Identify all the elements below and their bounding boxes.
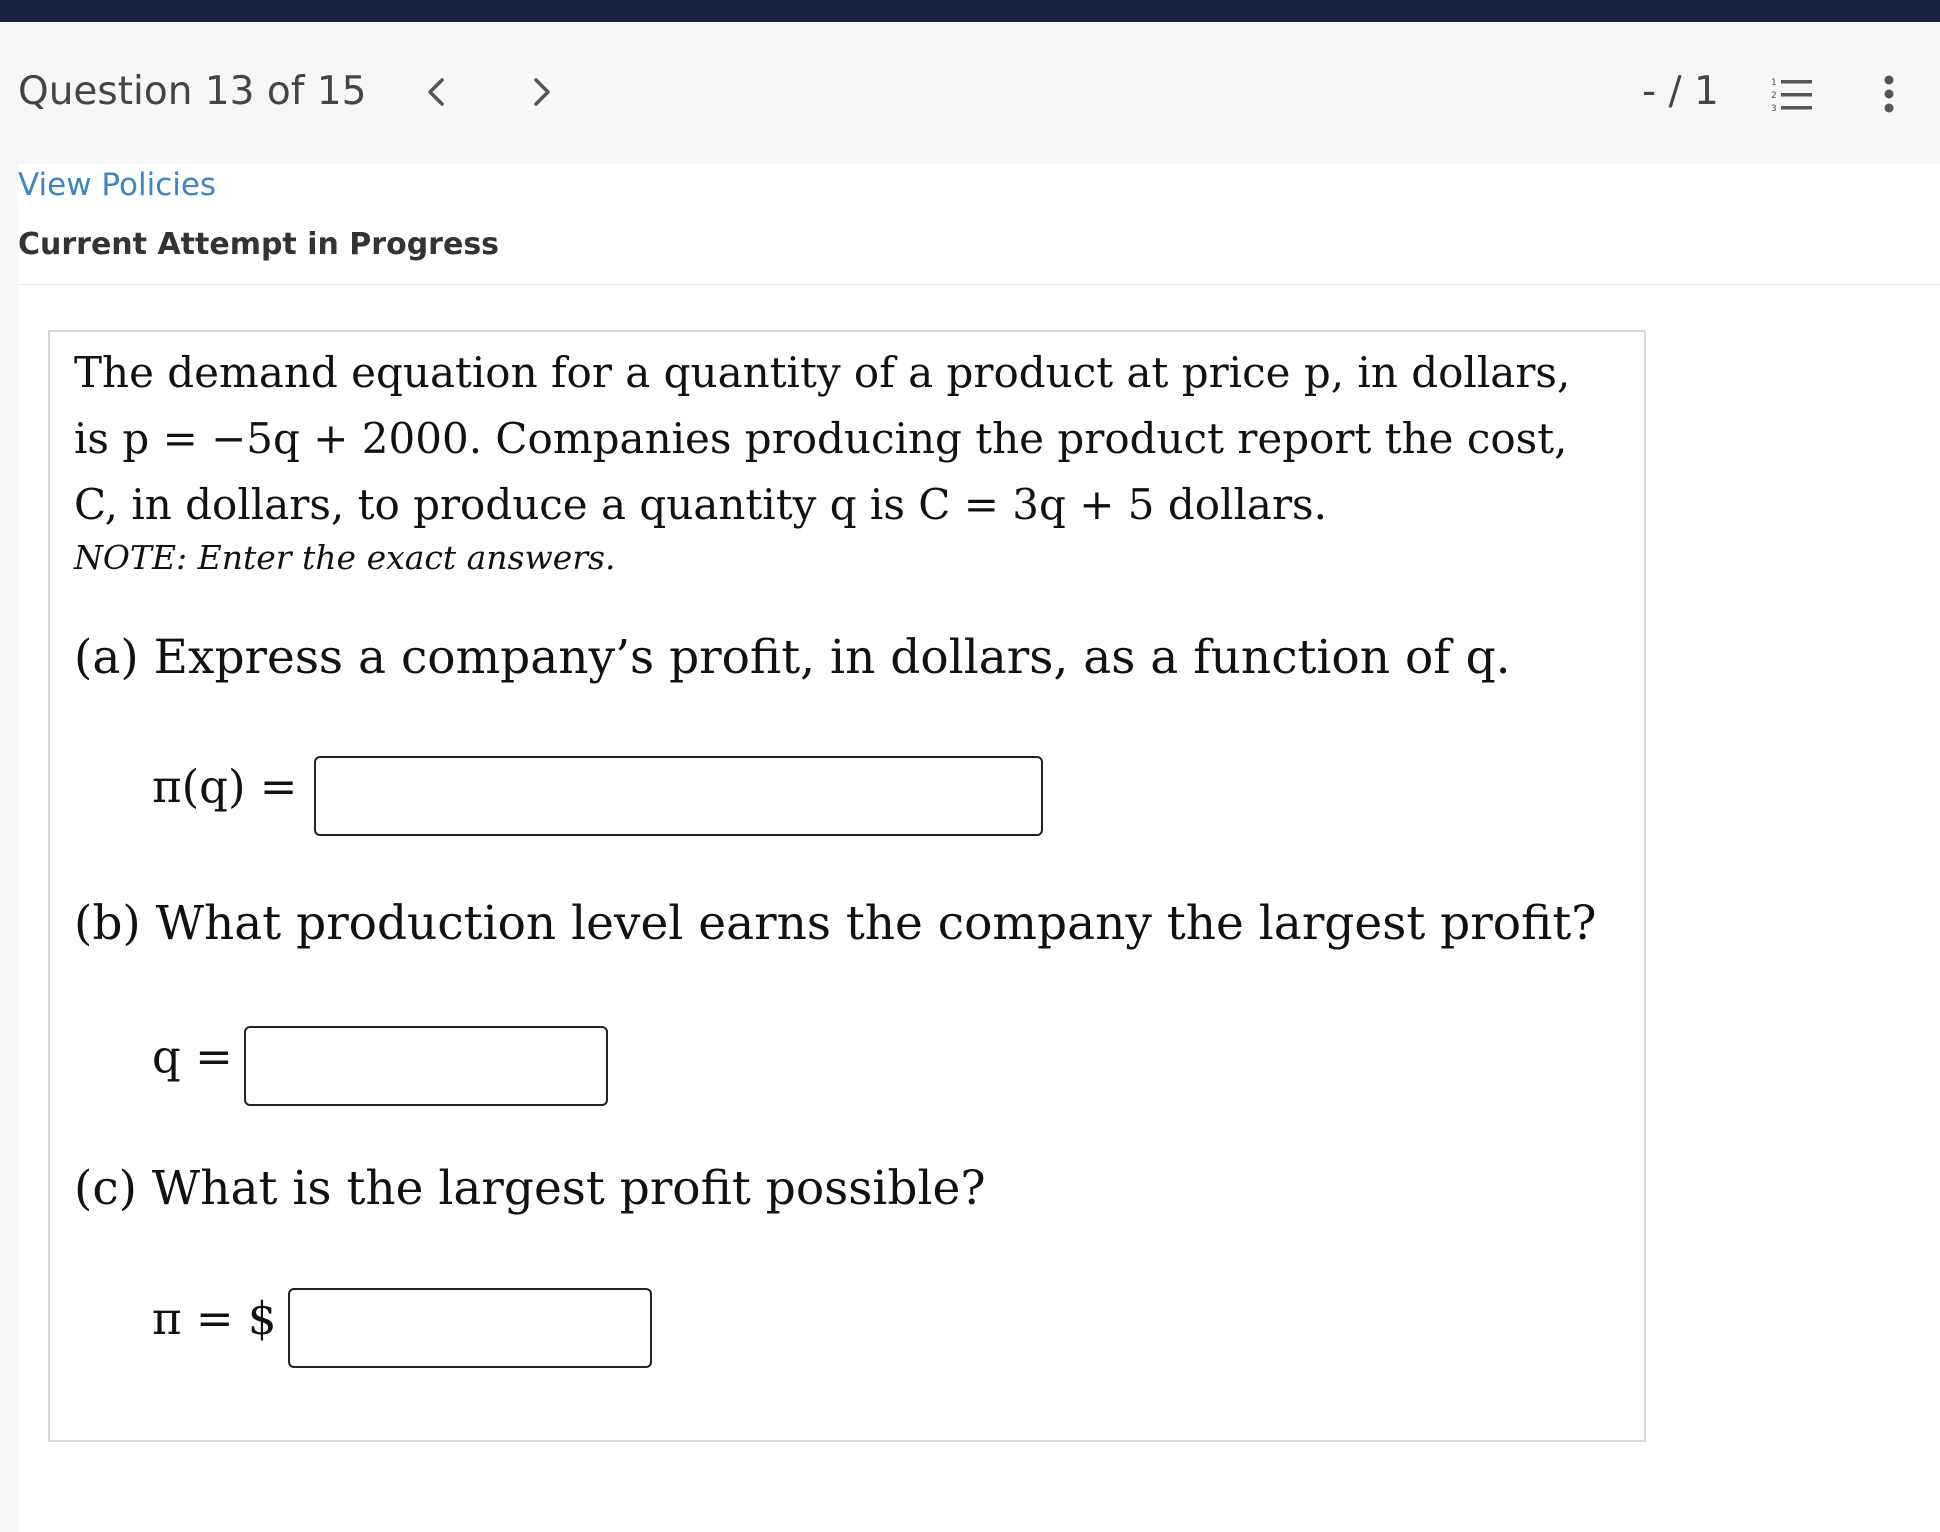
problem-statement [74, 340, 1634, 538]
part-b-label: q = [152, 1030, 233, 1083]
chevron-left-icon[interactable] [418, 72, 458, 112]
profit-function-input[interactable] [314, 756, 1043, 836]
more-vertical-icon[interactable] [1874, 74, 1904, 114]
attempt-status: Current Attempt in Progress [18, 227, 500, 262]
problem-line-1: The demand equation for a quantity of a product at price p, in dollars, [74, 348, 1571, 397]
svg-text:1: 1 [1771, 78, 1777, 88]
numbered-list-icon[interactable] [1770, 74, 1814, 114]
problem-line-3: C, in dollars, to produce a quantity q is C = 3q + 5 dollars. [74, 480, 1327, 529]
question-counter: Question 13 of 15 [18, 69, 367, 114]
question-header [0, 22, 1940, 164]
part-c-question: (c) What is the largest profit possible? [74, 1161, 986, 1216]
part-b-question: (b) What production level earns the company the largest profit? [74, 896, 1597, 951]
production-level-input[interactable] [244, 1026, 608, 1106]
divider [18, 284, 1940, 285]
left-margin-strip [0, 164, 18, 1532]
part-a-label: π(q) = [152, 760, 298, 813]
svg-text:2: 2 [1771, 91, 1777, 101]
question-box [48, 330, 1646, 1442]
part-c-label: π = $ [152, 1292, 277, 1345]
chevron-right-icon[interactable] [522, 72, 562, 112]
svg-text:3: 3 [1771, 104, 1777, 114]
problem-note: NOTE: Enter the exact answers. [74, 538, 616, 577]
score-display: - / 1 [1642, 69, 1719, 114]
problem-line-2: is p = −5q + 2000. Companies producing the product report the cost, [74, 414, 1568, 463]
view-policies-link[interactable]: View Policies [18, 167, 217, 203]
largest-profit-input[interactable] [288, 1288, 652, 1368]
part-a-question: (a) Express a company’s profit, in dollars, as a function of q. [74, 630, 1511, 685]
top-bar [0, 0, 1940, 22]
